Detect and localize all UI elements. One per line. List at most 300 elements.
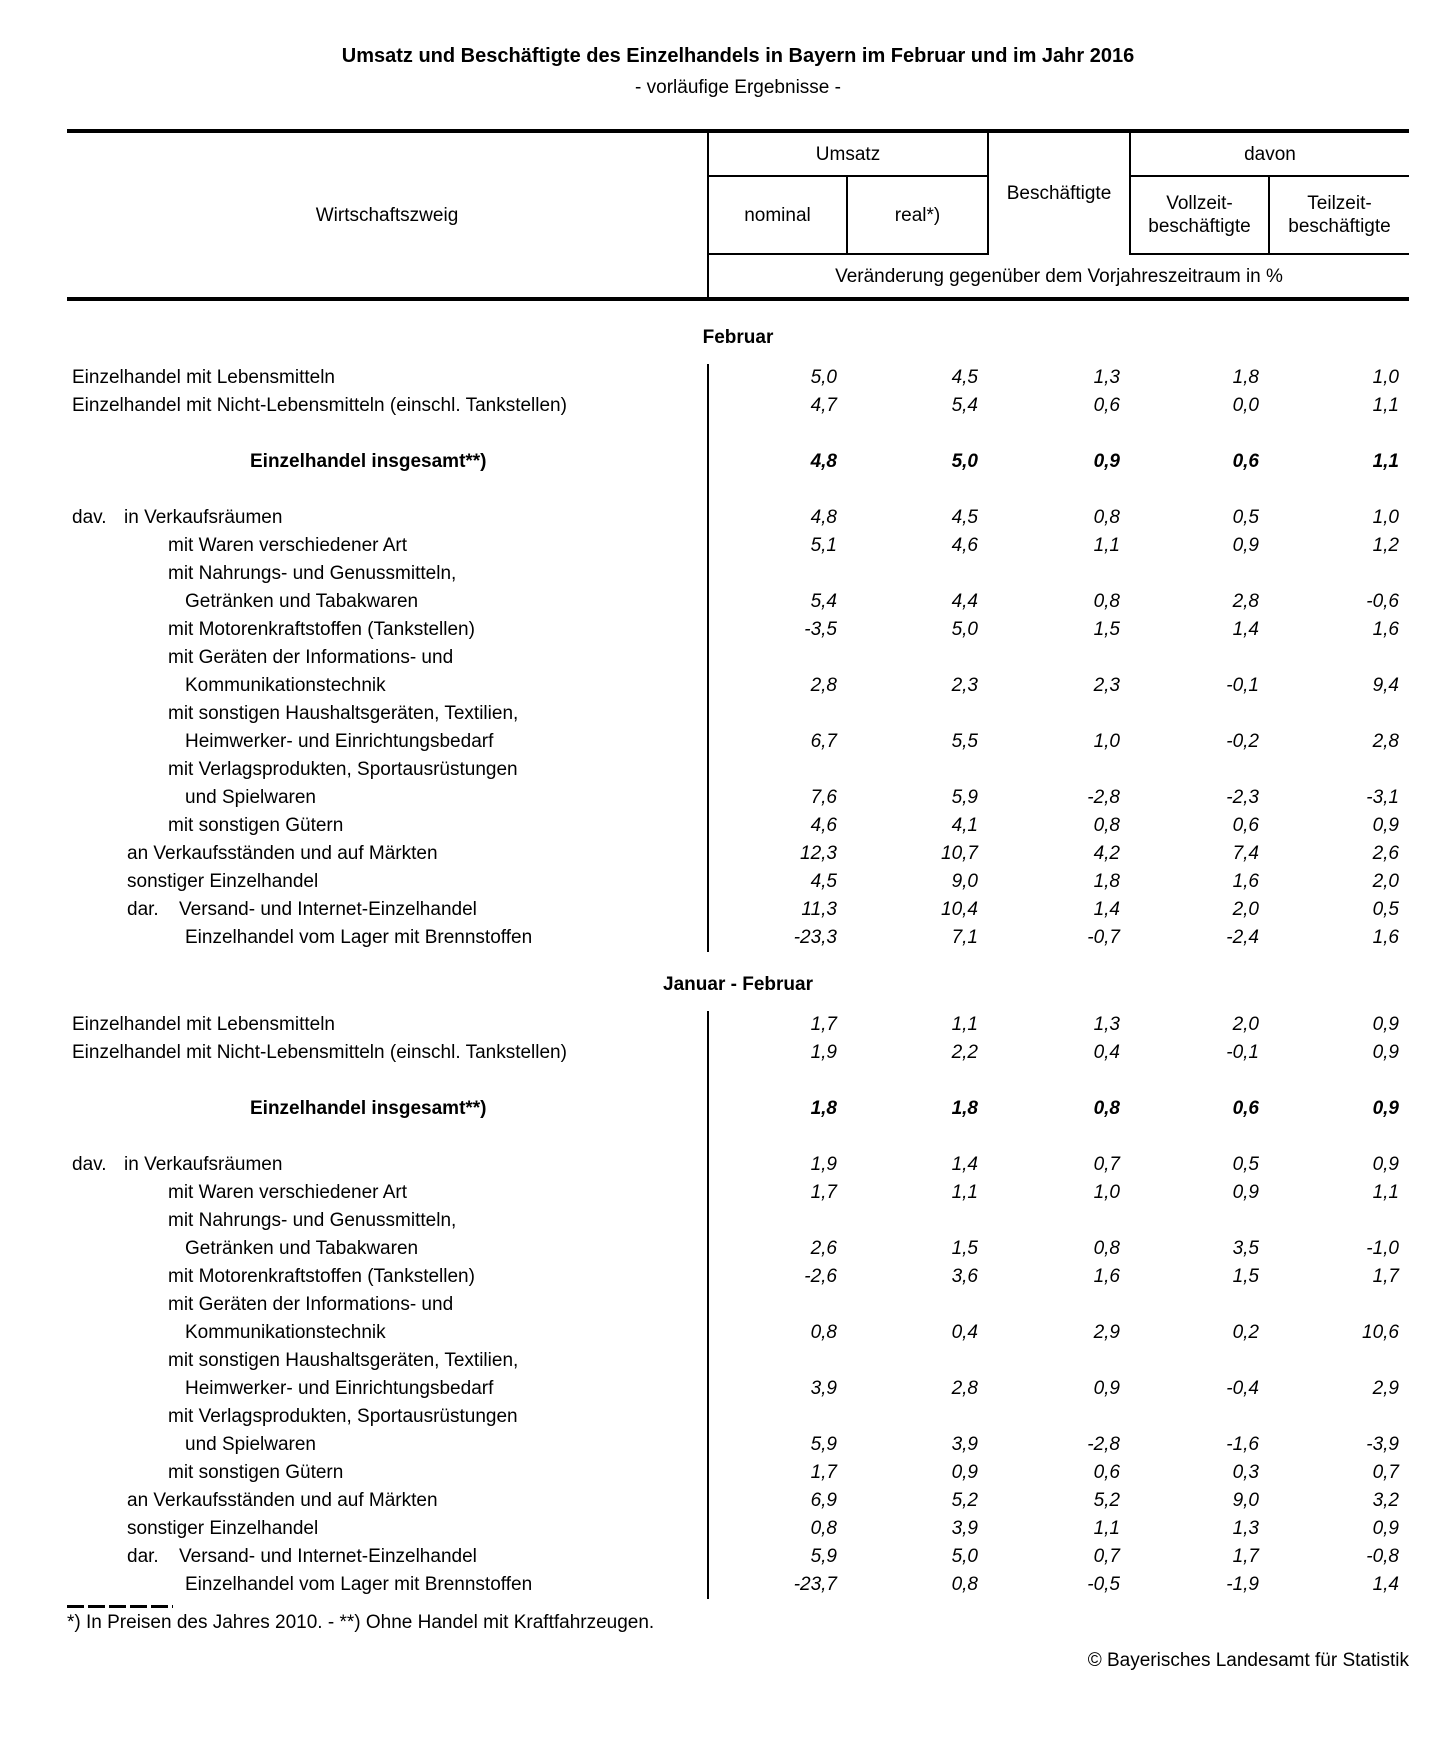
row-label-cell bbox=[67, 1459, 708, 1487]
value-cell: 0,9 bbox=[1232, 1182, 1259, 1203]
table-row bbox=[67, 1207, 1409, 1235]
row-label-cell bbox=[67, 476, 708, 504]
value-cell: 0,9 bbox=[1372, 1042, 1399, 1063]
value-cell bbox=[708, 1403, 847, 1431]
value-cell: 9,4 bbox=[1372, 675, 1399, 696]
value-cell: -1,9 bbox=[1226, 1574, 1259, 1595]
page-subtitle: - vorläufige Ergebnisse - bbox=[635, 77, 841, 98]
value-cell bbox=[847, 644, 988, 672]
section-heading-januar-februar: Januar - Februar bbox=[663, 974, 813, 995]
table-row bbox=[67, 840, 1409, 868]
value-cell bbox=[988, 1347, 1130, 1375]
value-cell bbox=[1269, 1207, 1409, 1235]
value-cell: 4,5 bbox=[810, 871, 837, 892]
table-row bbox=[67, 1347, 1409, 1375]
value-cell: 1,7 bbox=[810, 1462, 837, 1483]
row-label-cell bbox=[67, 1571, 708, 1599]
spacer-row bbox=[67, 1067, 1409, 1095]
row-label-cell bbox=[67, 1375, 708, 1403]
value-cell: 0,9 bbox=[1093, 1378, 1120, 1399]
table-row bbox=[67, 1263, 1409, 1291]
value-cell: -3,9 bbox=[1366, 1434, 1399, 1455]
value-cell bbox=[988, 1291, 1130, 1319]
value-cell: 1,6 bbox=[1372, 619, 1399, 640]
table-row bbox=[67, 1011, 1409, 1039]
spacer-row bbox=[67, 476, 1409, 504]
value-cell bbox=[708, 1067, 847, 1095]
row-label-cell bbox=[67, 1543, 708, 1571]
value-cell bbox=[1130, 1291, 1269, 1319]
value-cell: 0,9 bbox=[1093, 451, 1120, 472]
value-cell bbox=[847, 1067, 988, 1095]
row-label: Kommunikationstechnik bbox=[185, 1322, 386, 1343]
value-cell bbox=[988, 700, 1130, 728]
value-cell: 3,6 bbox=[951, 1266, 978, 1287]
value-cell bbox=[708, 420, 847, 448]
row-label-cell bbox=[67, 392, 708, 420]
value-cell bbox=[1269, 1291, 1409, 1319]
value-cell bbox=[708, 1347, 847, 1375]
value-cell: 4,8 bbox=[810, 507, 837, 528]
table-row bbox=[67, 588, 1409, 616]
value-cell: -1,6 bbox=[1226, 1434, 1259, 1455]
value-cell: 2,8 bbox=[1372, 731, 1399, 752]
value-cell: -3,1 bbox=[1366, 787, 1399, 808]
column-group-davon: davon bbox=[1130, 131, 1409, 176]
value-cell bbox=[847, 1403, 988, 1431]
table-row bbox=[67, 504, 1409, 532]
row-label: mit sonstigen Haushaltsgeräten, Textilien, bbox=[168, 1350, 519, 1371]
row-label: mit sonstigen Haushaltsgeräten, Textilien, bbox=[168, 703, 519, 724]
value-cell bbox=[847, 1207, 988, 1235]
value-cell: 3,9 bbox=[951, 1518, 978, 1539]
value-cell: 4,4 bbox=[951, 591, 978, 612]
value-cell bbox=[708, 644, 847, 672]
row-label-cell bbox=[67, 1039, 708, 1067]
table-row bbox=[67, 1291, 1409, 1319]
value-cell: 1,1 bbox=[1372, 395, 1399, 416]
table-row bbox=[67, 616, 1409, 644]
value-cell: 3,5 bbox=[1232, 1238, 1259, 1259]
copyright: © Bayerisches Landesamt für Statistik bbox=[1087, 1650, 1409, 1671]
value-cell bbox=[1269, 700, 1409, 728]
table-row bbox=[67, 532, 1409, 560]
value-cell: 1,3 bbox=[1093, 1014, 1120, 1035]
table-row bbox=[67, 868, 1409, 896]
row-label-cell bbox=[67, 1123, 708, 1151]
table-row bbox=[67, 1571, 1409, 1599]
value-cell: 0,8 bbox=[1093, 507, 1120, 528]
row-label: Einzelhandel insgesamt**) bbox=[250, 451, 487, 472]
row-label: in Verkaufsräumen bbox=[124, 507, 283, 528]
value-cell: 1,8 bbox=[1093, 871, 1120, 892]
row-label: Einzelhandel mit Lebensmitteln bbox=[72, 1014, 335, 1035]
value-cell bbox=[1269, 1403, 1409, 1431]
value-cell: 1,3 bbox=[1232, 1518, 1259, 1539]
row-label-cell bbox=[67, 700, 708, 728]
row-label-cell bbox=[67, 1515, 708, 1543]
value-cell bbox=[1269, 1123, 1409, 1151]
value-cell: 7,4 bbox=[1232, 843, 1259, 864]
row-label: Heimwerker- und Einrichtungsbedarf bbox=[185, 731, 494, 752]
value-cell bbox=[708, 1123, 847, 1151]
row-label-cell bbox=[67, 532, 708, 560]
row-label: Getränken und Tabakwaren bbox=[185, 591, 419, 612]
value-cell: 0,8 bbox=[810, 1518, 837, 1539]
row-label: mit Geräten der Informations- und bbox=[168, 647, 454, 668]
value-cell: 4,6 bbox=[951, 535, 978, 556]
row-label: und Spielwaren bbox=[185, 787, 316, 808]
column-header-teilzeit bbox=[1269, 176, 1409, 254]
teilzeit-line2: beschäftigte bbox=[1288, 216, 1391, 237]
value-cell bbox=[847, 700, 988, 728]
value-cell bbox=[847, 476, 988, 504]
row-label-cell bbox=[67, 364, 708, 392]
value-cell: -2,8 bbox=[1087, 787, 1120, 808]
value-cell: 4,2 bbox=[1093, 843, 1120, 864]
row-label: Einzelhandel insgesamt**) bbox=[250, 1098, 487, 1119]
value-cell: 12,3 bbox=[800, 843, 837, 864]
table-row bbox=[67, 672, 1409, 700]
value-cell: -2,4 bbox=[1226, 927, 1259, 948]
value-cell: 0,6 bbox=[1232, 815, 1259, 836]
value-cell: 10,7 bbox=[941, 843, 978, 864]
column-header-beschaeftigte: Beschäftigte bbox=[988, 131, 1130, 254]
value-cell bbox=[988, 644, 1130, 672]
row-label: Heimwerker- und Einrichtungsbedarf bbox=[185, 1378, 494, 1399]
value-cell: 1,7 bbox=[810, 1182, 837, 1203]
value-cell bbox=[1130, 1067, 1269, 1095]
row-label: mit Nahrungs- und Genussmitteln, bbox=[168, 563, 457, 584]
row-label-cell bbox=[67, 1319, 708, 1347]
value-cell: 0,9 bbox=[1232, 535, 1259, 556]
value-cell: 2,2 bbox=[951, 1042, 978, 1063]
value-cell: 4,6 bbox=[810, 815, 837, 836]
value-cell: 4,7 bbox=[810, 395, 837, 416]
row-label: Getränken und Tabakwaren bbox=[185, 1238, 419, 1259]
value-cell bbox=[1269, 420, 1409, 448]
row-label-cell bbox=[67, 420, 708, 448]
row-prefix: dar. bbox=[127, 1546, 159, 1567]
value-cell: 4,8 bbox=[810, 451, 837, 472]
row-label-cell bbox=[67, 756, 708, 784]
row-label-cell bbox=[67, 1487, 708, 1515]
value-cell: 1,7 bbox=[810, 1014, 837, 1035]
value-cell: 9,0 bbox=[1232, 1490, 1259, 1511]
value-cell bbox=[708, 700, 847, 728]
value-cell: 3,9 bbox=[951, 1434, 978, 1455]
value-cell: -23,7 bbox=[793, 1574, 837, 1595]
row-label: mit Motorenkraftstoffen (Tankstellen) bbox=[168, 619, 475, 640]
table-row bbox=[67, 364, 1409, 392]
value-cell: 0,2 bbox=[1232, 1322, 1259, 1343]
value-cell: 3,2 bbox=[1372, 1490, 1399, 1511]
row-label: Einzelhandel mit Nicht-Lebensmitteln (einschl. Tankstellen) bbox=[72, 1042, 567, 1063]
table-row bbox=[67, 728, 1409, 756]
row-label-cell bbox=[67, 896, 708, 924]
value-cell bbox=[847, 1123, 988, 1151]
value-cell: 0,6 bbox=[1093, 395, 1120, 416]
value-cell: 1,3 bbox=[1093, 367, 1120, 388]
value-cell: 1,5 bbox=[951, 1238, 978, 1259]
value-cell bbox=[1130, 420, 1269, 448]
row-label: Einzelhandel vom Lager mit Brennstoffen bbox=[185, 1574, 533, 1595]
value-cell: 0,8 bbox=[1093, 1098, 1120, 1119]
row-label-cell bbox=[67, 1179, 708, 1207]
value-cell: 2,6 bbox=[1372, 843, 1399, 864]
value-cell: 0,8 bbox=[1093, 591, 1120, 612]
value-cell: 5,1 bbox=[810, 535, 837, 556]
footnote-separator bbox=[67, 1605, 173, 1608]
data-table-februar bbox=[67, 364, 1409, 952]
vollzeit-line1: Vollzeit- bbox=[1166, 193, 1233, 214]
value-cell: -0,1 bbox=[1226, 675, 1259, 696]
value-cell: 0,6 bbox=[1093, 1462, 1120, 1483]
value-cell: 2,0 bbox=[1372, 871, 1399, 892]
row-prefix: dav. bbox=[72, 507, 107, 528]
value-cell: 1,1 bbox=[1093, 535, 1120, 556]
row-label: Einzelhandel vom Lager mit Brennstoffen bbox=[185, 927, 533, 948]
value-cell: 1,4 bbox=[1232, 619, 1259, 640]
value-cell: 1,0 bbox=[1372, 367, 1399, 388]
data-table-januar-februar bbox=[67, 1011, 1409, 1599]
value-cell: 6,9 bbox=[810, 1490, 837, 1511]
value-cell: 1,5 bbox=[1093, 619, 1120, 640]
row-label-cell bbox=[67, 644, 708, 672]
table-row bbox=[67, 1151, 1409, 1179]
table-row bbox=[67, 784, 1409, 812]
value-cell: 1,4 bbox=[951, 1154, 978, 1175]
value-cell: 4,5 bbox=[951, 507, 978, 528]
value-cell bbox=[988, 1207, 1130, 1235]
table-row bbox=[67, 1179, 1409, 1207]
row-label-cell bbox=[67, 1235, 708, 1263]
value-cell: 2,8 bbox=[1232, 591, 1259, 612]
value-cell: 5,4 bbox=[951, 395, 978, 416]
value-cell: 1,0 bbox=[1093, 731, 1120, 752]
value-cell: 1,6 bbox=[1372, 927, 1399, 948]
row-label: mit Waren verschiedener Art bbox=[168, 1182, 407, 1203]
table-row bbox=[67, 700, 1409, 728]
row-prefix: dar. bbox=[127, 899, 159, 920]
value-cell bbox=[988, 1403, 1130, 1431]
value-cell: 10,6 bbox=[1362, 1322, 1399, 1343]
value-cell: -2,8 bbox=[1087, 1434, 1120, 1455]
row-label-cell bbox=[67, 784, 708, 812]
row-label-cell bbox=[67, 448, 708, 476]
value-cell: 2,9 bbox=[1093, 1322, 1120, 1343]
value-cell: 4,1 bbox=[951, 815, 978, 836]
column-group-umsatz: Umsatz bbox=[708, 131, 988, 176]
row-label-cell bbox=[67, 1095, 708, 1123]
table-row bbox=[67, 644, 1409, 672]
value-cell bbox=[1130, 476, 1269, 504]
value-cell: 5,9 bbox=[810, 1546, 837, 1567]
row-label-cell bbox=[67, 1347, 708, 1375]
table-row bbox=[67, 448, 1409, 476]
value-cell bbox=[1130, 1207, 1269, 1235]
row-label: mit Verlagsprodukten, Sportausrüstungen bbox=[168, 759, 518, 780]
column-header-vollzeit bbox=[1130, 176, 1269, 254]
value-cell: 1,8 bbox=[1232, 367, 1259, 388]
value-cell: 1,4 bbox=[1093, 899, 1120, 920]
section-heading-februar: Februar bbox=[702, 327, 774, 348]
value-cell: 7,6 bbox=[810, 787, 837, 808]
spacer-row bbox=[67, 420, 1409, 448]
row-label-cell bbox=[67, 1403, 708, 1431]
table-row bbox=[67, 1515, 1409, 1543]
vollzeit-line2: beschäftigte bbox=[1148, 216, 1251, 237]
value-cell: 0,8 bbox=[810, 1322, 837, 1343]
value-cell bbox=[1269, 756, 1409, 784]
row-label: mit Nahrungs- und Genussmitteln, bbox=[168, 1210, 457, 1231]
value-cell: 0,4 bbox=[951, 1322, 978, 1343]
row-label: Versand- und Internet-Einzelhandel bbox=[179, 899, 477, 920]
value-cell: 0,9 bbox=[1372, 1014, 1399, 1035]
row-label-cell bbox=[67, 672, 708, 700]
value-cell: 5,9 bbox=[810, 1434, 837, 1455]
value-cell bbox=[1269, 644, 1409, 672]
value-cell: 0,9 bbox=[1372, 1154, 1399, 1175]
value-cell: 0,7 bbox=[1372, 1462, 1399, 1483]
value-cell: 2,3 bbox=[1093, 675, 1120, 696]
table-row bbox=[67, 1375, 1409, 1403]
value-cell: 0,6 bbox=[1232, 451, 1259, 472]
row-label: und Spielwaren bbox=[185, 1434, 316, 1455]
value-cell: 0,9 bbox=[951, 1462, 978, 1483]
value-cell: 0,6 bbox=[1232, 1098, 1259, 1119]
value-cell: 0,0 bbox=[1232, 395, 1259, 416]
value-cell: -0,7 bbox=[1087, 927, 1120, 948]
value-cell bbox=[847, 1347, 988, 1375]
value-cell: 5,2 bbox=[1093, 1490, 1120, 1511]
row-label-cell bbox=[67, 1011, 708, 1039]
value-cell: 0,5 bbox=[1372, 899, 1399, 920]
value-cell: -0,8 bbox=[1366, 1546, 1399, 1567]
value-cell bbox=[1130, 700, 1269, 728]
row-label-cell bbox=[67, 1431, 708, 1459]
value-cell: 0,5 bbox=[1232, 507, 1259, 528]
value-cell: -1,0 bbox=[1366, 1238, 1399, 1259]
value-cell bbox=[988, 1123, 1130, 1151]
value-cell: 9,0 bbox=[951, 871, 978, 892]
value-cell: 11,3 bbox=[801, 899, 837, 920]
row-label: sonstiger Einzelhandel bbox=[127, 1518, 319, 1539]
value-cell: 1,9 bbox=[810, 1042, 837, 1063]
value-cell: 0,9 bbox=[1372, 1098, 1399, 1119]
row-label: Einzelhandel mit Nicht-Lebensmitteln (einschl. Tankstellen) bbox=[72, 395, 567, 416]
row-label-cell bbox=[67, 1151, 708, 1179]
value-cell bbox=[988, 756, 1130, 784]
column-header-wirtschaftszweig: Wirtschaftszweig bbox=[315, 204, 459, 226]
value-cell bbox=[1269, 1067, 1409, 1095]
value-cell: 1,1 bbox=[1093, 1518, 1120, 1539]
value-cell: 4,5 bbox=[951, 367, 978, 388]
row-label: Kommunikationstechnik bbox=[185, 675, 386, 696]
row-label-cell bbox=[67, 812, 708, 840]
value-cell: 2,0 bbox=[1232, 899, 1259, 920]
row-prefix: dav. bbox=[72, 1154, 107, 1175]
table-row bbox=[67, 1459, 1409, 1487]
value-cell: -0,4 bbox=[1226, 1378, 1259, 1399]
value-cell: 0,9 bbox=[1372, 815, 1399, 836]
value-cell: 0,9 bbox=[1372, 1518, 1399, 1539]
row-label-cell bbox=[67, 504, 708, 532]
value-cell: 1,6 bbox=[1093, 1266, 1120, 1287]
value-cell: 2,8 bbox=[951, 1378, 978, 1399]
row-label: mit Geräten der Informations- und bbox=[168, 1294, 454, 1315]
value-cell: 2,8 bbox=[810, 675, 837, 696]
row-label: mit Waren verschiedener Art bbox=[168, 535, 407, 556]
value-cell: 3,9 bbox=[810, 1378, 837, 1399]
table-row bbox=[67, 560, 1409, 588]
value-cell bbox=[847, 756, 988, 784]
value-cell: -0,1 bbox=[1226, 1042, 1259, 1063]
value-cell: 5,5 bbox=[951, 731, 978, 752]
value-cell: 1,8 bbox=[951, 1098, 978, 1119]
value-cell: 0,8 bbox=[1093, 1238, 1120, 1259]
value-cell bbox=[1269, 476, 1409, 504]
row-label: sonstiger Einzelhandel bbox=[127, 871, 319, 892]
value-cell: 2,3 bbox=[951, 675, 978, 696]
table-row bbox=[67, 896, 1409, 924]
teilzeit-line1: Teilzeit- bbox=[1307, 193, 1372, 214]
value-cell bbox=[988, 476, 1130, 504]
column-header-nominal: nominal bbox=[708, 176, 847, 254]
spacer-row bbox=[67, 1123, 1409, 1151]
row-label-cell bbox=[67, 588, 708, 616]
value-cell: 0,7 bbox=[1093, 1154, 1120, 1175]
value-cell bbox=[1269, 1347, 1409, 1375]
value-cell: -0,5 bbox=[1087, 1574, 1120, 1595]
value-cell bbox=[708, 1207, 847, 1235]
value-cell: 1,0 bbox=[1372, 507, 1399, 528]
row-label: an Verkaufsständen und auf Märkten bbox=[127, 843, 438, 864]
row-label-cell bbox=[67, 1263, 708, 1291]
table-row bbox=[67, 1543, 1409, 1571]
value-cell: 1,5 bbox=[1232, 1266, 1259, 1287]
column-header-real: real*) bbox=[847, 176, 988, 254]
value-cell: 5,0 bbox=[810, 367, 837, 388]
value-cell: 0,7 bbox=[1093, 1546, 1120, 1567]
row-label-cell bbox=[67, 616, 708, 644]
row-label-cell bbox=[67, 1207, 708, 1235]
row-label-cell bbox=[67, 1291, 708, 1319]
value-cell: 7,1 bbox=[951, 927, 978, 948]
value-cell bbox=[1130, 756, 1269, 784]
table-row bbox=[67, 1039, 1409, 1067]
value-cell: 1,0 bbox=[1093, 1182, 1120, 1203]
value-cell: 1,1 bbox=[1372, 1182, 1399, 1203]
footnote: *) In Preisen des Jahres 2010. - **) Ohne Handel mit Kraftfahrzeugen. bbox=[67, 1612, 655, 1633]
row-label: an Verkaufsständen und auf Märkten bbox=[127, 1490, 438, 1511]
table-row bbox=[67, 756, 1409, 784]
table-row bbox=[67, 1319, 1409, 1347]
header-row-groups bbox=[67, 131, 1409, 176]
value-cell bbox=[1269, 560, 1409, 588]
page-title: Umsatz und Beschäftigte des Einzelhandels in Bayern im Februar und im Jahr 2016 bbox=[341, 45, 1135, 67]
value-cell: 5,2 bbox=[951, 1490, 978, 1511]
value-cell: 1,9 bbox=[810, 1154, 837, 1175]
value-cell bbox=[847, 560, 988, 588]
row-label-cell bbox=[67, 560, 708, 588]
value-cell: 1,8 bbox=[810, 1098, 837, 1119]
value-cell: 1,7 bbox=[1232, 1546, 1259, 1567]
value-cell: 5,0 bbox=[951, 451, 978, 472]
table-header bbox=[67, 129, 1409, 301]
table-row bbox=[67, 1431, 1409, 1459]
value-cell: 1,4 bbox=[1372, 1574, 1399, 1595]
